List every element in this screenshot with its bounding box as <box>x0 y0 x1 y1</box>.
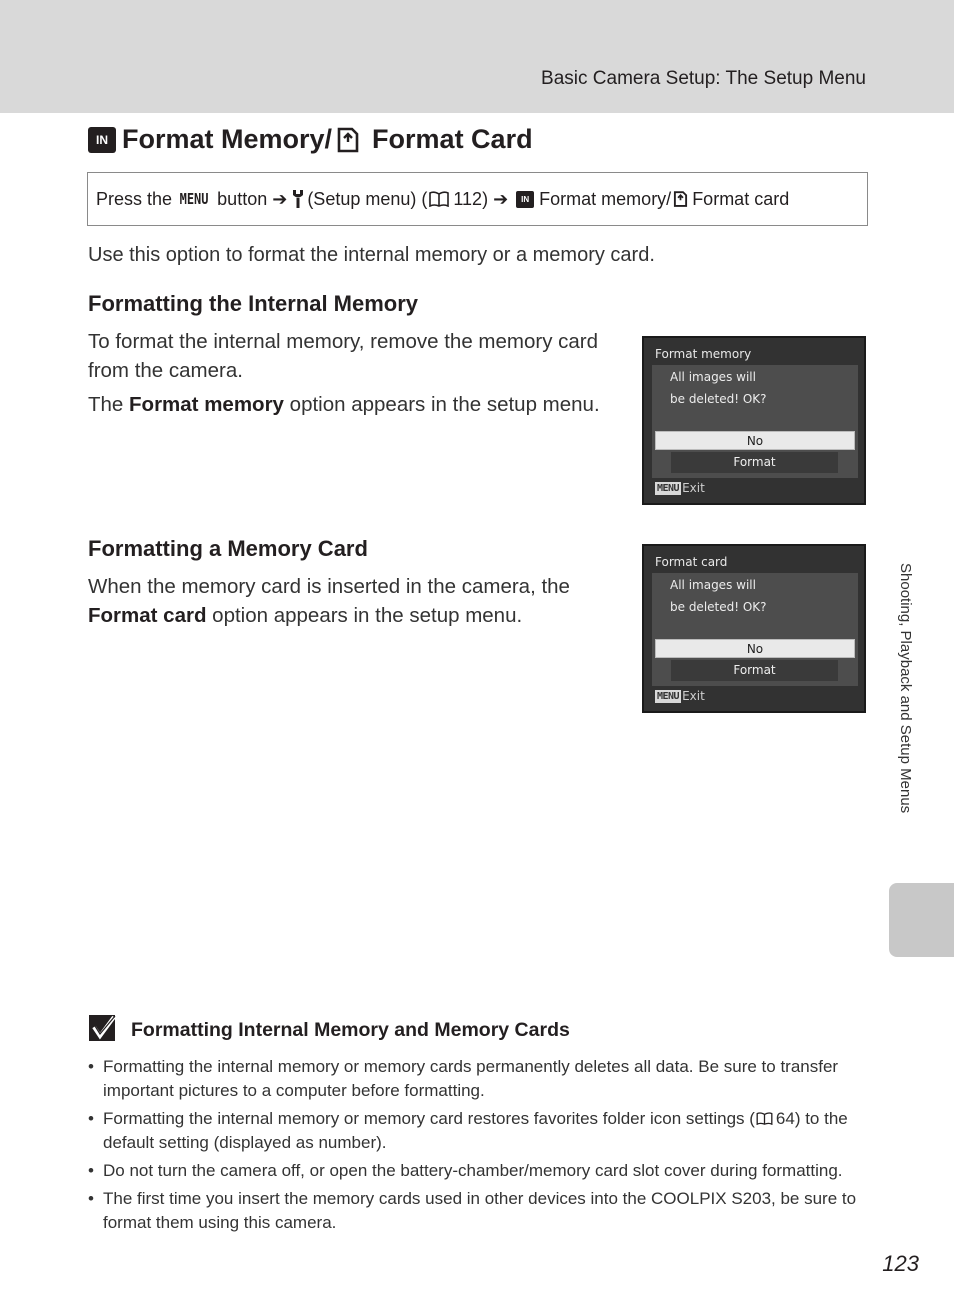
menu-button-label: MENU <box>179 190 209 208</box>
camera-exit-hint <box>655 689 705 703</box>
nav-format-card: Format card <box>692 188 790 209</box>
header-band <box>0 0 954 113</box>
side-tab-label: Shooting, Playback and Setup Menus <box>897 563 914 814</box>
camera-exit-hint <box>655 481 705 495</box>
arrow-icon: ➔ <box>493 188 509 209</box>
internal-memory-icon: IN <box>88 127 116 153</box>
camera-exit-label: Exit <box>682 481 705 495</box>
camera-message-line-1: All images will <box>670 578 756 592</box>
memory-card-icon <box>336 126 360 154</box>
section-heading-memory-card: Formatting a Memory Card <box>88 536 368 561</box>
camera-option-format: Format <box>671 660 838 681</box>
arrow-icon: ➔ <box>272 188 288 209</box>
book-reference-icon <box>429 191 449 207</box>
camera-exit-label: Exit <box>682 689 705 703</box>
camera-screen-title: Format memory <box>655 347 752 361</box>
menu-button-icon: MENU <box>657 690 680 702</box>
setup-wrench-icon <box>292 189 304 209</box>
camera-screen-format-card <box>642 544 866 713</box>
page-title-part1: Format Memory/ <box>122 124 333 154</box>
page-number: 123 <box>882 1251 919 1276</box>
nav-press-the: Press the <box>96 188 173 209</box>
list-item: • The first time you insert the memory cards used in other devices into the COOLPIX S203, be sure to format them using this camera. <box>88 1189 857 1232</box>
running-head: Basic Camera Setup: The Setup Menu <box>541 68 866 89</box>
book-reference-icon <box>756 1112 773 1125</box>
camera-option-no: No <box>655 639 855 658</box>
side-tab-marker <box>889 883 954 957</box>
note-check-icon <box>88 1014 118 1044</box>
intro-text: Use this option to format the internal memory or a memory card. <box>88 244 655 266</box>
camera-option-no: No <box>655 431 855 450</box>
nav-button-word: button <box>217 188 268 209</box>
camera-message-line-2: be deleted! OK? <box>670 392 767 406</box>
menu-navigation-box <box>87 172 868 226</box>
internal-memory-icon: IN <box>516 191 534 208</box>
internal-memory-paragraph-1: To format the internal memory, remove the memory card from the camera. <box>88 330 599 382</box>
list-item: • Do not turn the camera off, or open the battery-chamber/memory card slot cover during formatting. <box>88 1161 843 1180</box>
camera-message-line-1: All images will <box>670 370 756 384</box>
list-item: • Formatting the internal memory or memory card restores favorites folder icon settings ( 64) to the default setting (displayed as number). <box>88 1109 848 1152</box>
page-title <box>88 124 533 155</box>
page-title-part2: Format Card <box>372 124 533 154</box>
camera-screen-format-memory <box>642 336 866 505</box>
camera-option-format: Format <box>671 452 838 473</box>
camera-dialog <box>652 365 858 478</box>
note-list <box>88 1055 868 1239</box>
camera-dialog <box>652 573 858 686</box>
internal-memory-paragraph-2: The Format memory option appears in the setup menu. <box>88 393 600 416</box>
memory-card-paragraph: When the memory card is inserted in the camera, the Format card option appears in the setup menu. <box>88 575 570 627</box>
menu-button-icon: MENU <box>657 482 680 494</box>
note-heading: Formatting Internal Memory and Memory Cards <box>131 1019 570 1041</box>
camera-message-line-2: be deleted! OK? <box>670 600 767 614</box>
nav-page-ref: 112) <box>453 188 489 209</box>
nav-setup-menu: (Setup menu) ( <box>307 188 428 209</box>
camera-screen-title: Format card <box>655 555 728 569</box>
memory-card-icon <box>673 190 688 208</box>
nav-format-memory: Format memory/ <box>539 188 672 209</box>
section-heading-internal-memory: Formatting the Internal Memory <box>88 291 419 316</box>
list-item: • Formatting the internal memory or memory cards permanently deletes all data. Be sure to transfer important pictures to a computer before formatting. <box>88 1057 839 1100</box>
